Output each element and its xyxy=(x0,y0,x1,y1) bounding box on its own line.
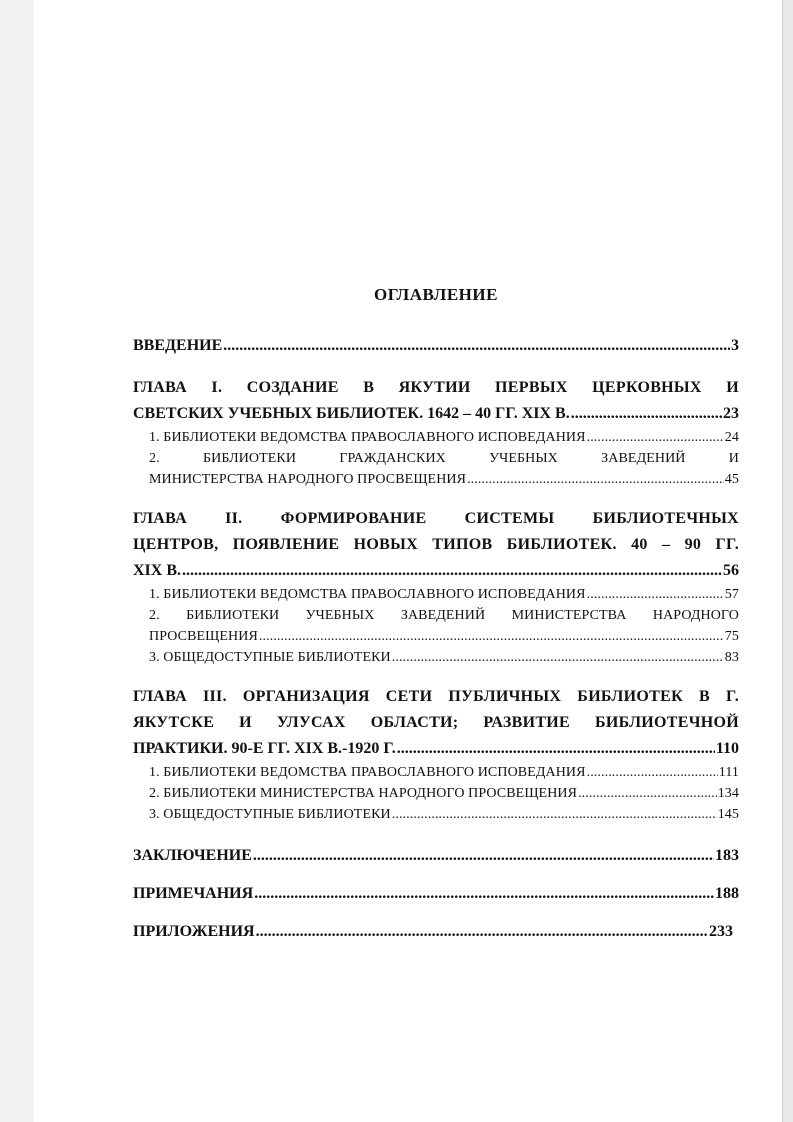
toc-chapter-2 xyxy=(133,506,739,668)
scan-margin-left xyxy=(0,0,34,1122)
dot-leader xyxy=(392,804,717,825)
chapter-heading-line[interactable]: ЯКУТСКЕ И УЛУСАХ ОБЛАСТИ; РАЗВИТИЕ БИБЛИОТЕЧНОЙ xyxy=(133,714,739,731)
toc-subsection[interactable] xyxy=(149,804,739,825)
dot-leader xyxy=(253,843,714,869)
dot-leader xyxy=(392,647,724,668)
dot-leader xyxy=(467,469,724,490)
entry-label: ПРИЛОЖЕНИЯ xyxy=(133,923,255,940)
chapter-heading-line[interactable]: ЦЕНТРОВ, ПОЯВЛЕНИЕ НОВЫХ ТИПОВ БИБЛИОТЕК. 40 – 90 ГГ. xyxy=(133,536,739,553)
toc-subsection[interactable] xyxy=(149,584,739,605)
entry-page-number: 83 xyxy=(724,650,739,665)
dot-leader xyxy=(223,333,730,359)
toc-entry-appendix[interactable] xyxy=(133,919,733,945)
dot-leader xyxy=(587,584,724,605)
entry-label: 3. ОБЩЕДОСТУПНЫЕ БИБЛИОТЕКИ xyxy=(149,650,391,665)
entry-label: 3. ОБЩЕДОСТУПНЫЕ БИБЛИОТЕКИ xyxy=(149,807,391,822)
toc-subsection[interactable] xyxy=(149,626,739,647)
entry-page-number: 56 xyxy=(723,562,739,579)
entry-label: 1. БИБЛИОТЕКИ ВЕДОМСТВА ПРАВОСЛАВНОГО ИСПОВЕДАНИЯ xyxy=(149,430,586,445)
toc-subsection[interactable] xyxy=(149,762,739,783)
entry-label: ПРИМЕЧАНИЯ xyxy=(133,885,254,902)
entry-page-number: 75 xyxy=(724,629,739,644)
subsection-line[interactable]: 2. БИБЛИОТЕКИ ГРАЖДАНСКИХ УЧЕБНЫХ ЗАВЕДЕНИЙ И xyxy=(149,451,739,466)
entry-label: ПРОСВЕЩЕНИЯ xyxy=(149,629,258,644)
chapter-heading-line[interactable]: ГЛАВА II. ФОРМИРОВАНИЕ СИСТЕМЫ БИБЛИОТЕЧНЫХ xyxy=(133,510,739,527)
entry-page-number: 24 xyxy=(724,430,739,445)
entry-label: МИНИСТЕРСТВА НАРОДНОГО ПРОСВЕЩЕНИЯ xyxy=(149,472,467,487)
toc-title: ОГЛАВЛЕНИЕ xyxy=(374,285,498,304)
dot-leader xyxy=(182,558,722,584)
toc-subsection[interactable] xyxy=(149,783,739,804)
entry-page-number: 23 xyxy=(723,405,739,422)
chapter-heading-last-line[interactable] xyxy=(133,558,739,584)
entry-page-number: 145 xyxy=(717,807,739,822)
entry-page-number: 188 xyxy=(715,885,739,902)
chapter-heading-line[interactable]: ГЛАВА III. ОРГАНИЗАЦИЯ СЕТИ ПУБЛИЧНЫХ БИБЛИОТЕК В Г. xyxy=(133,688,739,705)
entry-page-number: 45 xyxy=(724,472,739,487)
dot-leader xyxy=(256,919,708,945)
toc-chapter-3 xyxy=(133,684,739,825)
entry-page-number: 183 xyxy=(715,847,739,864)
toc-subsection[interactable] xyxy=(149,647,739,668)
chapter-heading-last-line[interactable] xyxy=(133,401,739,427)
dot-leader xyxy=(578,783,717,804)
entry-page-number: 3 xyxy=(731,337,739,354)
dot-leader xyxy=(397,736,715,762)
entry-page-number: 57 xyxy=(724,587,739,602)
entry-label: 1. БИБЛИОТЕКИ ВЕДОМСТВА ПРАВОСЛАВНОГО ИСПОВЕДАНИЯ xyxy=(149,765,586,780)
toc-subsection[interactable] xyxy=(149,469,739,490)
toc-chapter-1 xyxy=(133,375,739,490)
dot-leader xyxy=(587,762,718,783)
dot-leader xyxy=(259,626,724,647)
chapter-heading-line[interactable]: ГЛАВА I. СОЗДАНИЕ В ЯКУТИИ ПЕРВЫХ ЦЕРКОВНЫХ И xyxy=(133,379,739,396)
toc-entry-notes[interactable] xyxy=(133,881,739,907)
entry-label: XIX В. xyxy=(133,562,182,579)
chapter-subsections xyxy=(133,762,739,825)
entry-label: СВЕТСКИХ УЧЕБНЫХ БИБЛИОТЕК. 1642 – 40 ГГ. XIX В. xyxy=(133,405,570,422)
toc-subsection[interactable] xyxy=(149,427,739,448)
toc-entry-introduction[interactable] xyxy=(133,333,739,359)
entry-page-number: 134 xyxy=(717,786,739,801)
entry-label: ЗАКЛЮЧЕНИЕ xyxy=(133,847,252,864)
subsection-line[interactable]: 2. БИБЛИОТЕКИ УЧЕБНЫХ ЗАВЕДЕНИЙ МИНИСТЕРСТВА НАРОДНОГО xyxy=(149,608,739,623)
entry-label: ВВЕДЕНИЕ xyxy=(133,337,223,354)
chapter-subsections xyxy=(133,427,739,490)
entry-page-number: 110 xyxy=(715,740,739,757)
dot-leader xyxy=(254,881,714,907)
chapter-subsections xyxy=(133,584,739,668)
scan-margin-right xyxy=(782,0,793,1122)
entry-page-number: 111 xyxy=(718,765,739,780)
toc-entry-conclusion[interactable] xyxy=(133,843,739,869)
dot-leader xyxy=(587,427,724,448)
chapter-heading-last-line[interactable] xyxy=(133,736,739,762)
entry-label: 1. БИБЛИОТЕКИ ВЕДОМСТВА ПРАВОСЛАВНОГО ИСПОВЕДАНИЯ xyxy=(149,587,586,602)
table-of-contents xyxy=(133,285,739,945)
entry-label: 2. БИБЛИОТЕКИ МИНИСТЕРСТВА НАРОДНОГО ПРОСВЕЩЕНИЯ xyxy=(149,786,578,801)
entry-label: ПРАКТИКИ. 90-Е ГГ. XIX В.-1920 Г. xyxy=(133,740,396,757)
dot-leader xyxy=(571,401,722,427)
entry-page-number: 233 xyxy=(709,923,733,940)
